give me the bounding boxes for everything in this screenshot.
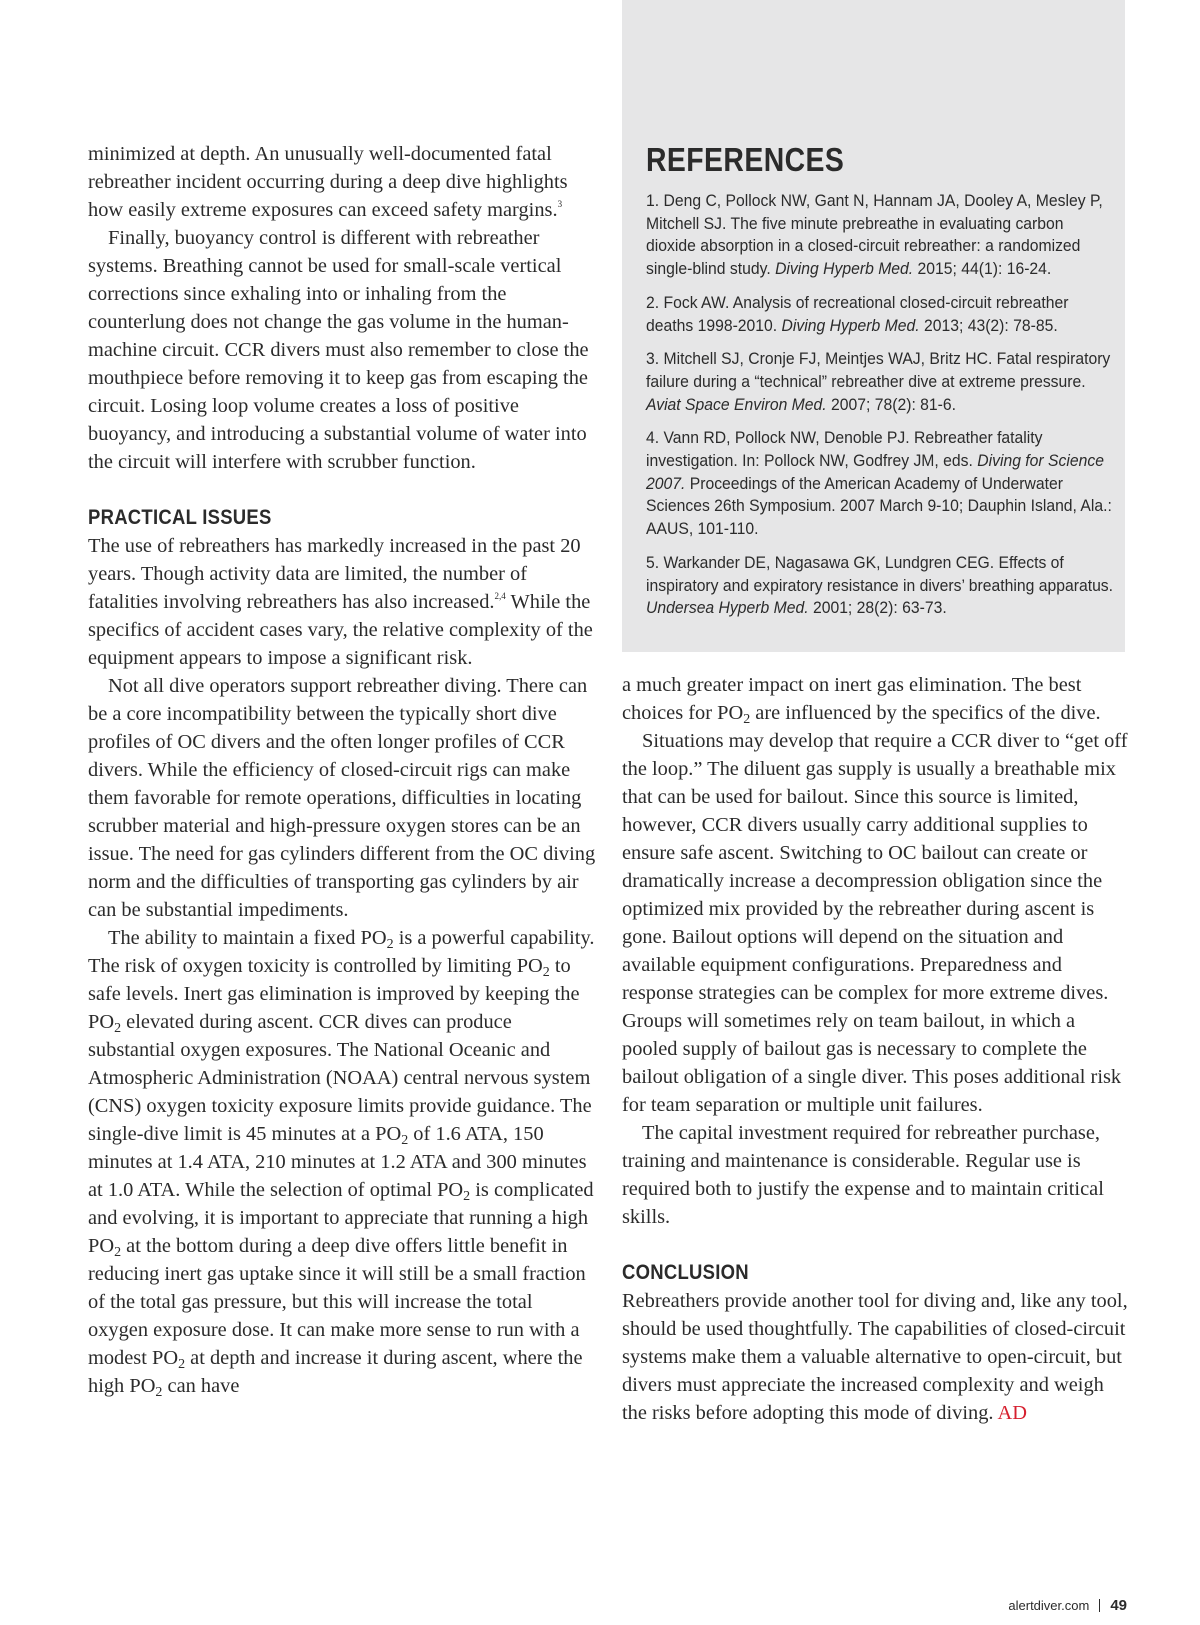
reference-item: 4. Vann RD, Pollock NW, Denoble PJ. Rebreather fatality investigation. In: Pollock NW, Godfrey JM, eds. Diving for Science 2007. Proceedings of the American Academy of Underwater Sciences 26th Symposium. 2007 March 9-10; Dauphin Island, Ala.: AAUS, 101-110.	[646, 428, 1112, 539]
reference-item: 5. Warkander DE, Nagasawa GK, Lundgren CEG. Effects of inspiratory and expiratory resistance in divers’ breathing apparatus. Undersea Hyperb Med. 2001; 28(2): 63-73.	[646, 552, 1114, 618]
footer-divider	[1099, 1599, 1100, 1612]
section-heading-practical-issues: PRACTICAL ISSUES	[88, 506, 272, 529]
references-box	[622, 0, 1125, 652]
reference-item: 1. Deng C, Pollock NW, Gant N, Hannam JA, Dooley A, Mesley P, Mitchell SJ. The five minute prebreathe in evaluating carbon dioxide absorption in a closed-circuit rebreather: a randomized single-blind study. Diving Hyperb Med. 2015; 44(1): 16-24.	[646, 191, 1103, 279]
body-paragraph: The ability to maintain a fixed $PO_2$ is a powerful capability. The risk of oxygen toxicity is controlled by limiting $PO_2$ to safe levels. Inert gas elimination is improved by keeping the $PO_2$ elevated during ascent. CCR dives can produce substantial oxygen exposures. The National Oceanic and Atmospheric Administration (NOAA) central nervous system (CNS) oxygen toxicity exposure limits provide guidance. The single-dive limit is 45 minutes at a $PO_2$ of 1.6 ATA, 150 minutes at 1.4 ATA, 210 minutes at 1.2 ATA and 300 minutes at 1.0 ATA. While the selection of optimal $PO_2$ is complicated and evolving, it is important to appreciate that running a high $PO_2$ at the bottom during a deep dive offers little benefit in reducing inert gas uptake since it will still be a small fraction of the total gas pressure, but this will increase the total oxygen exposure dose. It can make more sense to run with a modest $PO_2$ at depth and increase it during ascent, where the high $PO_2$ can have	[88, 927, 595, 1400]
body-paragraph: minimized at depth. An unusually well-documented fatal rebreather incident occurring during a deep dive highlights how easily extreme exposures can exceed safety margins.$^3$	[88, 143, 568, 221]
section-heading-conclusion: CONCLUSION	[622, 1261, 749, 1284]
citation-superscript: 2,4	[494, 591, 506, 601]
body-paragraph: Not all dive operators support rebreather diving. There can be a core incompatibility between the typically short dive profiles of OC divers and the often longer profiles of CCR divers. While the efficiency of closed-circuit rigs can make them favorable for remote operations, difficulties in locating scrubber material and high-pressure oxygen stores can be an issue. The need for gas cylinders different from the OC diving norm and the difficulties of transporting gas cylinders by air can be substantial impediments.	[88, 675, 596, 921]
reference-item: 2. Fock AW. Analysis of recreational closed-circuit rebreather deaths 1998-2010. Diving Hyperb Med. 2013; 43(2): 78-85.	[646, 292, 1069, 335]
right-column	[622, 671, 1132, 1427]
body-paragraph: Rebreathers provide another tool for diving and, like any tool, should be used thoughtfully. The capabilities of closed-circuit systems make them a valuable alternative to open-circuit, but divers must appreciate the increased complexity and weigh the risks before adopting this mode of diving. AD	[622, 1290, 1128, 1424]
page-footer	[1008, 1597, 1127, 1614]
left-column	[88, 140, 596, 1400]
references-content	[646, 140, 1116, 631]
site-url: alertdiver.com	[1008, 1598, 1090, 1613]
page-number: 49	[1110, 1597, 1127, 1614]
body-paragraph: The use of rebreathers has markedly increased in the past 20 years. Though activity data are limited, the number of fatalities involving rebreathers has also increased.$^{2,4}$ While the specifics of accident cases vary, the relative complexity of the equipment appears to impose a significant risk.	[88, 535, 593, 669]
end-mark: AD	[997, 1402, 1027, 1424]
body-paragraph: The capital investment required for rebreather purchase, training and maintenance is considerable. Regular use is required both to justify the expense and to maintain critical skills.	[622, 1122, 1104, 1228]
references-title: REFERENCES	[646, 141, 845, 178]
body-paragraph: Finally, buoyancy control is different with rebreather systems. Breathing cannot be used for small-scale vertical corrections since exhaling into or inhaling from the counterlung does not change the gas volume in the human-machine circuit. CCR divers must also remember to close the mouthpiece before removing it to keep gas from escaping the circuit. Losing loop volume creates a loss of positive buoyancy, and introducing a substantial volume of water into the circuit will interfere with scrubber function.	[88, 227, 589, 473]
body-paragraph: a much greater impact on inert gas elimination. The best choices for $PO_2$ are influenced by the specifics of the dive.	[622, 674, 1101, 727]
body-paragraph: Situations may develop that require a CCR diver to “get off the loop.” The diluent gas supply is usually a breathable mix that can be used for bailout. Since this source is limited, however, CCR divers usually carry additional supplies to ensure safe ascent. Switching to OC bailout can create or dramatically increase a decompression obligation since the optimized mix provided by the rebreather during ascent is gone. Bailout options will depend on the situation and available equipment configurations. Preparedness and response strategies can be complex for more extreme dives. Groups will sometimes rely on team bailout, in which a pooled supply of bailout gas is necessary to complete the bailout obligation of a single diver. This poses additional risk for team separation or multiple unit failures.	[622, 730, 1128, 1116]
citation-superscript: 3	[557, 199, 563, 209]
reference-item: 3. Mitchell SJ, Cronje FJ, Meintjes WAJ, Britz HC. Fatal respiratory failure during a “technical” rebreather dive at extreme pressure. Aviat Space Environ Med. 2007; 78(2): 81-6.	[646, 349, 1111, 414]
